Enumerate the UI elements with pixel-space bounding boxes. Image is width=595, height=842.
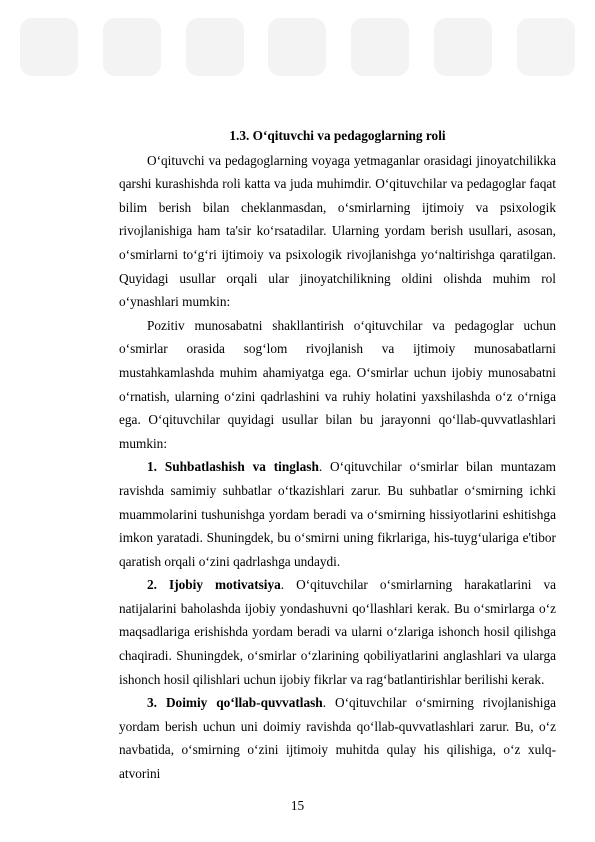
list-item-2 bbox=[119, 573, 556, 691]
watermark-logo-icon bbox=[20, 18, 78, 76]
watermark-logo-icon bbox=[186, 18, 244, 76]
pozitiv-paragraph-text: Pozitiv munosabatni shakllantirish o‘qituvchilar va pedagoglar uchun o‘smirlar orasida sog‘lom rivojlanish va ijtimoiy munosabatlarni mustahkamlashda muhim ahamiyatga ega. O‘smirlar uchun ijobiy munosabatni o‘rnatish, ularning o‘zini qadrlashini va ruhiy holatini yaxshilashda o‘z o‘rniga ega. O‘qituvchilar quyidagi usullar bilan bu jarayonni qo‘llab-quvvatlashlari mumkin: bbox=[119, 317, 556, 451]
list-item-2-number: 2. bbox=[147, 577, 157, 593]
watermark-logo-icon bbox=[103, 18, 161, 76]
pozitiv-paragraph bbox=[119, 314, 556, 456]
list-item-3-title: Doimiy qo‘llab-quvvatlash bbox=[165, 695, 323, 711]
section-title: 1.3. O‘qituvchi va pedagoglarning roli bbox=[229, 128, 446, 143]
watermark-logo-icon bbox=[517, 18, 575, 76]
list-item-1-title: Suhbatlashish va tinglash bbox=[164, 459, 319, 475]
intro-paragraph bbox=[119, 149, 556, 314]
watermark-logo-icon bbox=[434, 18, 492, 76]
watermark-logo-icon bbox=[268, 18, 326, 76]
list-item-3-number: 3. bbox=[147, 695, 157, 711]
list-item-3-text: . O‘qituvchilar o‘smirning rivojlanishiga yordam berish uchun uni doimiy ravishda qo‘llab-quvvatlashlari zarur. Bu, o‘z navbatida, o‘smirning o‘zini ijtimoiy muhitda qulay his qilishiga, o‘z xulq-atvorini bbox=[119, 695, 556, 782]
watermark-logo-icon bbox=[351, 18, 409, 76]
document-page-body bbox=[119, 124, 556, 786]
list-item-3 bbox=[119, 691, 556, 785]
list-item-2-text: . O‘qituvchilar o‘smirlarning harakatlarini va natijalarini baholashda ijobiy yondashuvni qo‘llashlari kerak. Bu o‘smirlarga o‘z maqsadlariga erishishda yordam beradi va ularni o‘zlariga ishonch hosil qilishga chaqiradi. Shuningdek, o‘smirlar o‘zlarining qobiliyatlarini anglashlari va ularga ishonch hosil qilishlari uchun ijobiy fikrlar va rag‘batlantirishlar berilishi kerak. bbox=[119, 577, 556, 687]
watermark-logo-band bbox=[20, 18, 575, 78]
page-number: 15 bbox=[290, 798, 305, 813]
list-item-1-number: 1. bbox=[147, 459, 157, 475]
list-item-2-title: Ijobiy motivatsiya bbox=[169, 577, 281, 593]
intro-paragraph-text: O‘qituvchi va pedagoglarning voyaga yetmaganlar orasidagi jinoyatchilikka qarshi kurashishda roli katta va juda muhimdir. O‘qituvchilar va pedagoglar faqat bilim berish bilan cheklanmasdan, o‘smirlarning ijtimoiy va psixologik rivojlanishiga ham ta'sir ko‘rsatadilar. Ularning yordam berish usullari, asosan, o‘smirlarni to‘g‘ri ijtimoiy va psixologik rivojlanishga yo‘naltirishga qaratilgan. Quyidagi usullar orqali ular jinoyatchilikning oldini olishda muhim rol o‘ynashlari mumkin: bbox=[119, 152, 556, 310]
list-item-1 bbox=[119, 455, 556, 573]
list-item-1-text: . O‘qituvchilar o‘smirlar bilan muntazam ravishda samimiy suhbatlar o‘tkazishlari zarur. Bu suhbatlar o‘smirning ichki muammolarini tushunishga yordam beradi va o‘smirning hissiyotlarini eshitishga imkon yaratadi. Shuningdek, bu o‘smirni uning fikrlariga, his-tuyg‘ulariga e'tibor qaratish orqali o‘zini qadrlashga undaydi. bbox=[119, 459, 557, 569]
